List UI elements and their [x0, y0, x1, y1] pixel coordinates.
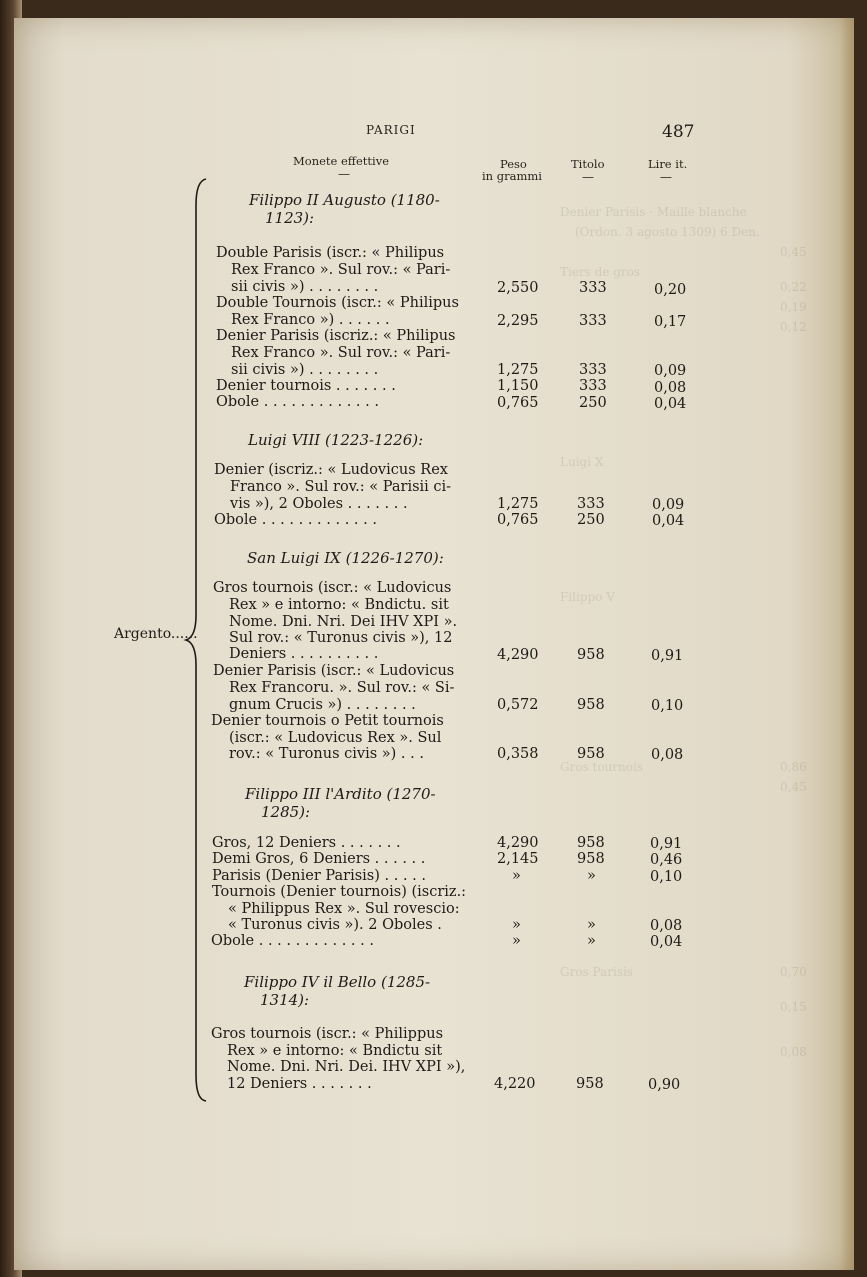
section-title: Filippo IV il Bello (1285-: [244, 973, 431, 991]
coin-weight: 0,358: [497, 746, 539, 762]
coin-weight: 4,290: [497, 835, 539, 851]
coin-description: (iscr.: « Ludovicus Rex ». Sul: [229, 730, 442, 746]
coin-description: Franco ». Sul rov.: « Parisii ci-: [230, 479, 452, 495]
coin-fineness: »: [587, 917, 596, 933]
coin-description: Denier Parisis (iscriz.: « Philipus: [216, 328, 456, 344]
coin-weight: 1,275: [497, 362, 539, 378]
coin-description: Demi Gros, 6 Deniers . . . . . .: [212, 851, 426, 867]
coin-value: 0,08: [651, 747, 684, 763]
coin-description: Denier tournois . . . . . . .: [216, 378, 396, 394]
coin-description: « Philippus Rex ». Sul rovescio:: [228, 901, 460, 917]
coin-value: 0,10: [650, 869, 683, 885]
coin-description: Rex Franco ». Sul rov.: « Pari-: [231, 345, 451, 361]
coin-weight: 4,220: [494, 1076, 536, 1092]
coin-description: sii civis ») . . . . . . . .: [231, 279, 379, 295]
column-header-weight: Peso: [500, 157, 527, 171]
coin-fineness: »: [587, 933, 596, 949]
coin-weight: 4,290: [497, 647, 539, 663]
coin-description: gnum Crucis ») . . . . . . . .: [229, 697, 416, 713]
section-title: 1314):: [260, 991, 310, 1009]
coin-fineness: 333: [579, 313, 607, 329]
coin-description: Rex » e intorno: « Bndictu sit: [227, 1043, 443, 1059]
coin-weight: 1,150: [497, 378, 539, 394]
coin-value: 0,04: [654, 396, 687, 412]
coin-fineness: 958: [576, 1076, 604, 1092]
coin-weight: 0,765: [497, 512, 539, 528]
column-header-fineness: Titolo: [571, 157, 605, 171]
coin-description: Obole . . . . . . . . . . . . .: [214, 512, 377, 528]
coin-description: Gros tournois (iscr.: « Philippus: [211, 1026, 444, 1042]
coin-value: 0,90: [648, 1077, 681, 1093]
coin-weight: 0,765: [497, 395, 539, 411]
coin-description: Rex » e intorno: « Bndictu. sit: [229, 597, 449, 613]
coin-weight: »: [512, 933, 521, 949]
coin-fineness: 333: [579, 280, 607, 296]
coin-description: Nome. Dni. Nri. Dei. IHV XPI »),: [227, 1059, 466, 1075]
coin-fineness: 958: [577, 835, 605, 851]
coin-description: Double Parisis (iscr.: « Philipus: [216, 245, 445, 261]
coin-fineness: 958: [577, 647, 605, 663]
coin-description: Parisis (Denier Parisis) . . . . .: [212, 868, 426, 884]
coin-fineness: 958: [577, 851, 605, 867]
coin-value: 0,09: [652, 497, 685, 513]
coin-value: 0,17: [654, 314, 687, 330]
coin-fineness: 250: [577, 512, 605, 528]
coin-weight: 2,550: [497, 280, 539, 296]
coin-description: Denier (iscriz.: « Ludovicus Rex: [214, 462, 448, 478]
coin-description: rov.: « Turonus civis ») . . .: [229, 746, 424, 762]
column-header-weight-unit: in grammi: [482, 169, 542, 183]
section-title: Luigi VIII (1223-1226):: [248, 431, 424, 449]
coin-weight: 2,145: [497, 851, 539, 867]
coin-description: Gros tournois (iscr.: « Ludovicus: [213, 580, 452, 596]
coin-fineness: 333: [579, 362, 607, 378]
coin-fineness: 333: [577, 496, 605, 512]
coin-description: Gros, 12 Deniers . . . . . . .: [212, 835, 401, 851]
coin-weight: 1,275: [497, 496, 539, 512]
coin-value: 0,20: [654, 282, 687, 298]
section-title: San Luigi IX (1226-1270):: [247, 549, 444, 567]
coin-description: Tournois (Denier tournois) (iscriz.:: [212, 884, 467, 900]
coin-description: Double Tournois (iscr.: « Philipus: [216, 295, 459, 311]
coin-value: 0,09: [654, 363, 687, 379]
coin-weight: »: [512, 868, 521, 884]
column-header-dash: —: [582, 170, 594, 184]
running-title: PARIGI: [366, 123, 416, 137]
column-header-description: Monete effettive: [293, 154, 389, 168]
page-edge-shadow: [840, 18, 854, 1270]
coin-description: sii civis ») . . . . . . . .: [231, 362, 379, 378]
coin-fineness: 958: [577, 697, 605, 713]
coin-weight: 2,295: [497, 313, 539, 329]
metal-label: Argento......: [114, 626, 198, 642]
coin-fineness: 958: [577, 746, 605, 762]
coin-value: 0,04: [652, 513, 685, 529]
coin-value: 0,91: [651, 648, 684, 664]
coin-fineness: 333: [579, 378, 607, 394]
coin-value: 0,91: [650, 836, 683, 852]
coin-description: Obole . . . . . . . . . . . . .: [211, 933, 374, 949]
coin-description: Rex Franco ». Sul rov.: « Pari-: [231, 262, 451, 278]
coin-fineness: »: [587, 868, 596, 884]
coin-description: Sul rov.: « Turonus civis »), 12: [229, 630, 453, 646]
coin-fineness: 250: [579, 395, 607, 411]
section-title: 1123):: [265, 209, 315, 227]
section-title: Filippo III l'Ardito (1270-: [245, 785, 436, 803]
section-title: Filippo II Augusto (1180-: [249, 191, 440, 209]
column-header-dash: —: [338, 167, 350, 181]
column-header-dash: —: [660, 170, 672, 184]
coin-value: 0,08: [650, 918, 683, 934]
page-number: 487: [662, 122, 695, 142]
column-header-value: Lire it.: [648, 157, 688, 171]
coin-weight: »: [512, 917, 521, 933]
coin-description: Deniers . . . . . . . . . .: [229, 646, 379, 662]
coin-value: 0,08: [654, 380, 687, 396]
coin-description: 12 Deniers . . . . . . .: [227, 1076, 372, 1092]
coin-description: « Turonus civis »). 2 Oboles .: [228, 917, 442, 933]
coin-description: Rex Francoru. ». Sul rov.: « Si-: [229, 680, 455, 696]
coin-value: 0,10: [651, 698, 684, 714]
coin-description: Nome. Dni. Nri. Dei IHV XPI ».: [229, 614, 458, 630]
coin-description: Obole . . . . . . . . . . . . .: [216, 394, 379, 410]
coin-weight: 0,572: [497, 697, 539, 713]
coin-description: Denier Parisis (iscr.: « Ludovicus: [213, 663, 455, 679]
section-title: 1285):: [261, 803, 311, 821]
coin-description: vis »), 2 Oboles . . . . . . .: [230, 496, 408, 512]
coin-value: 0,04: [650, 934, 683, 950]
coin-value: 0,46: [650, 852, 683, 868]
coin-description: Denier tournois o Petit tournois: [211, 713, 444, 729]
coin-description: Rex Franco ») . . . . . .: [231, 312, 390, 328]
